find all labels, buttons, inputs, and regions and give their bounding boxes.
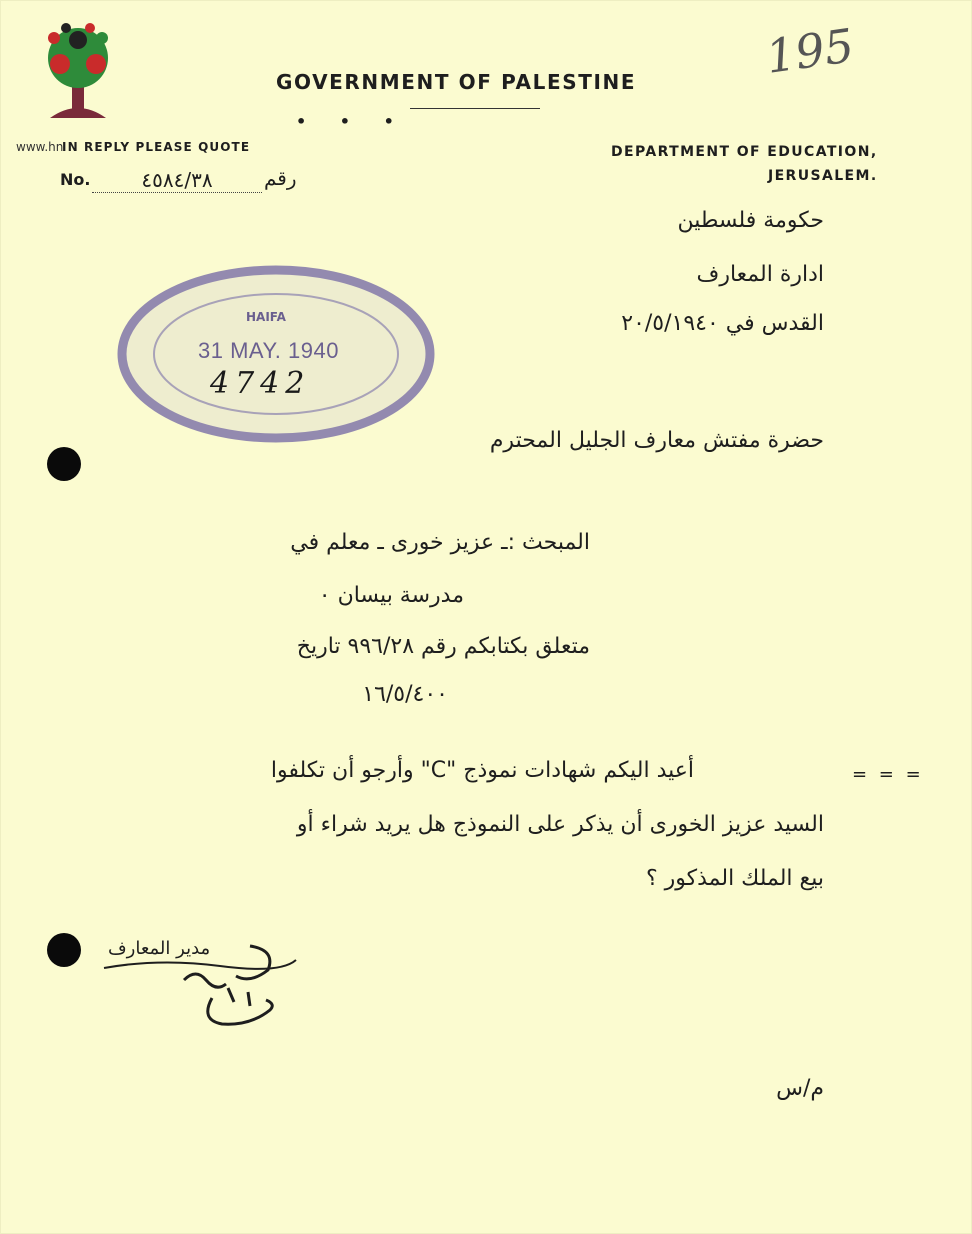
punch-hole-top: [47, 447, 81, 481]
stamp-number: 4742: [210, 366, 311, 401]
title-rule: [410, 108, 540, 109]
stamp-city: HAIFA: [246, 310, 286, 324]
subject-line-3: متعلق بكتابكم رقم ٩٩٦/٢٨ تاريخ: [296, 634, 590, 659]
handwritten-signature: [100, 940, 300, 1030]
department-name: DEPARTMENT OF EDUCATION,: [611, 144, 878, 160]
body-line-3: بيع الملك المذكور ؟: [645, 866, 824, 891]
reply-quote-label: IN REPLY PLEASE QUOTE: [62, 140, 251, 154]
subject-line-4: ١٦/٥/٤٠٠: [362, 682, 448, 707]
paragraph-marker: = = =: [852, 764, 924, 785]
decorative-dots: • • •: [296, 112, 408, 131]
department-block: [611, 140, 878, 188]
body-line-2: السيد عزيز الخورى أن يذكر على النموذج هل يريد شراء أو: [296, 812, 824, 837]
signature-title: مدير المعارف: [108, 938, 211, 959]
typist-initials: م/س: [776, 1076, 824, 1101]
watermark-logo: [30, 18, 126, 136]
department-city: JERUSALEM.: [767, 168, 878, 184]
addressee: حضرة مفتش معارف الجليل المحترم: [489, 428, 824, 453]
punch-hole-bottom: [47, 933, 81, 967]
subject-line-2: مدرسة بيسان ٠: [318, 583, 464, 608]
arabic-department: ادارة المعارف: [696, 262, 824, 287]
body-line-1: أعيد اليكم شهادات نموذج "C" وأرجو أن تكلفوا: [270, 758, 694, 783]
government-title: GOVERNMENT OF PALESTINE: [276, 70, 637, 94]
reference-no-value: ٤٥٨٤/٣٨: [92, 168, 262, 193]
reference-no-label: No.: [60, 170, 91, 189]
website-watermark: www.hn: [16, 140, 64, 154]
stamp-date: 31 MAY. 1940: [198, 338, 339, 363]
arabic-government: حكومة فلسطين: [677, 208, 824, 233]
subject-line-1: المبحث :ـ عزيز خورى ـ معلم في: [290, 530, 590, 555]
handwritten-page-number: 195: [762, 18, 858, 84]
arabic-date-line: القدس في ٢٠/٥/١٩٤٠: [621, 311, 824, 336]
reference-raqm-label: رقم: [264, 166, 297, 190]
